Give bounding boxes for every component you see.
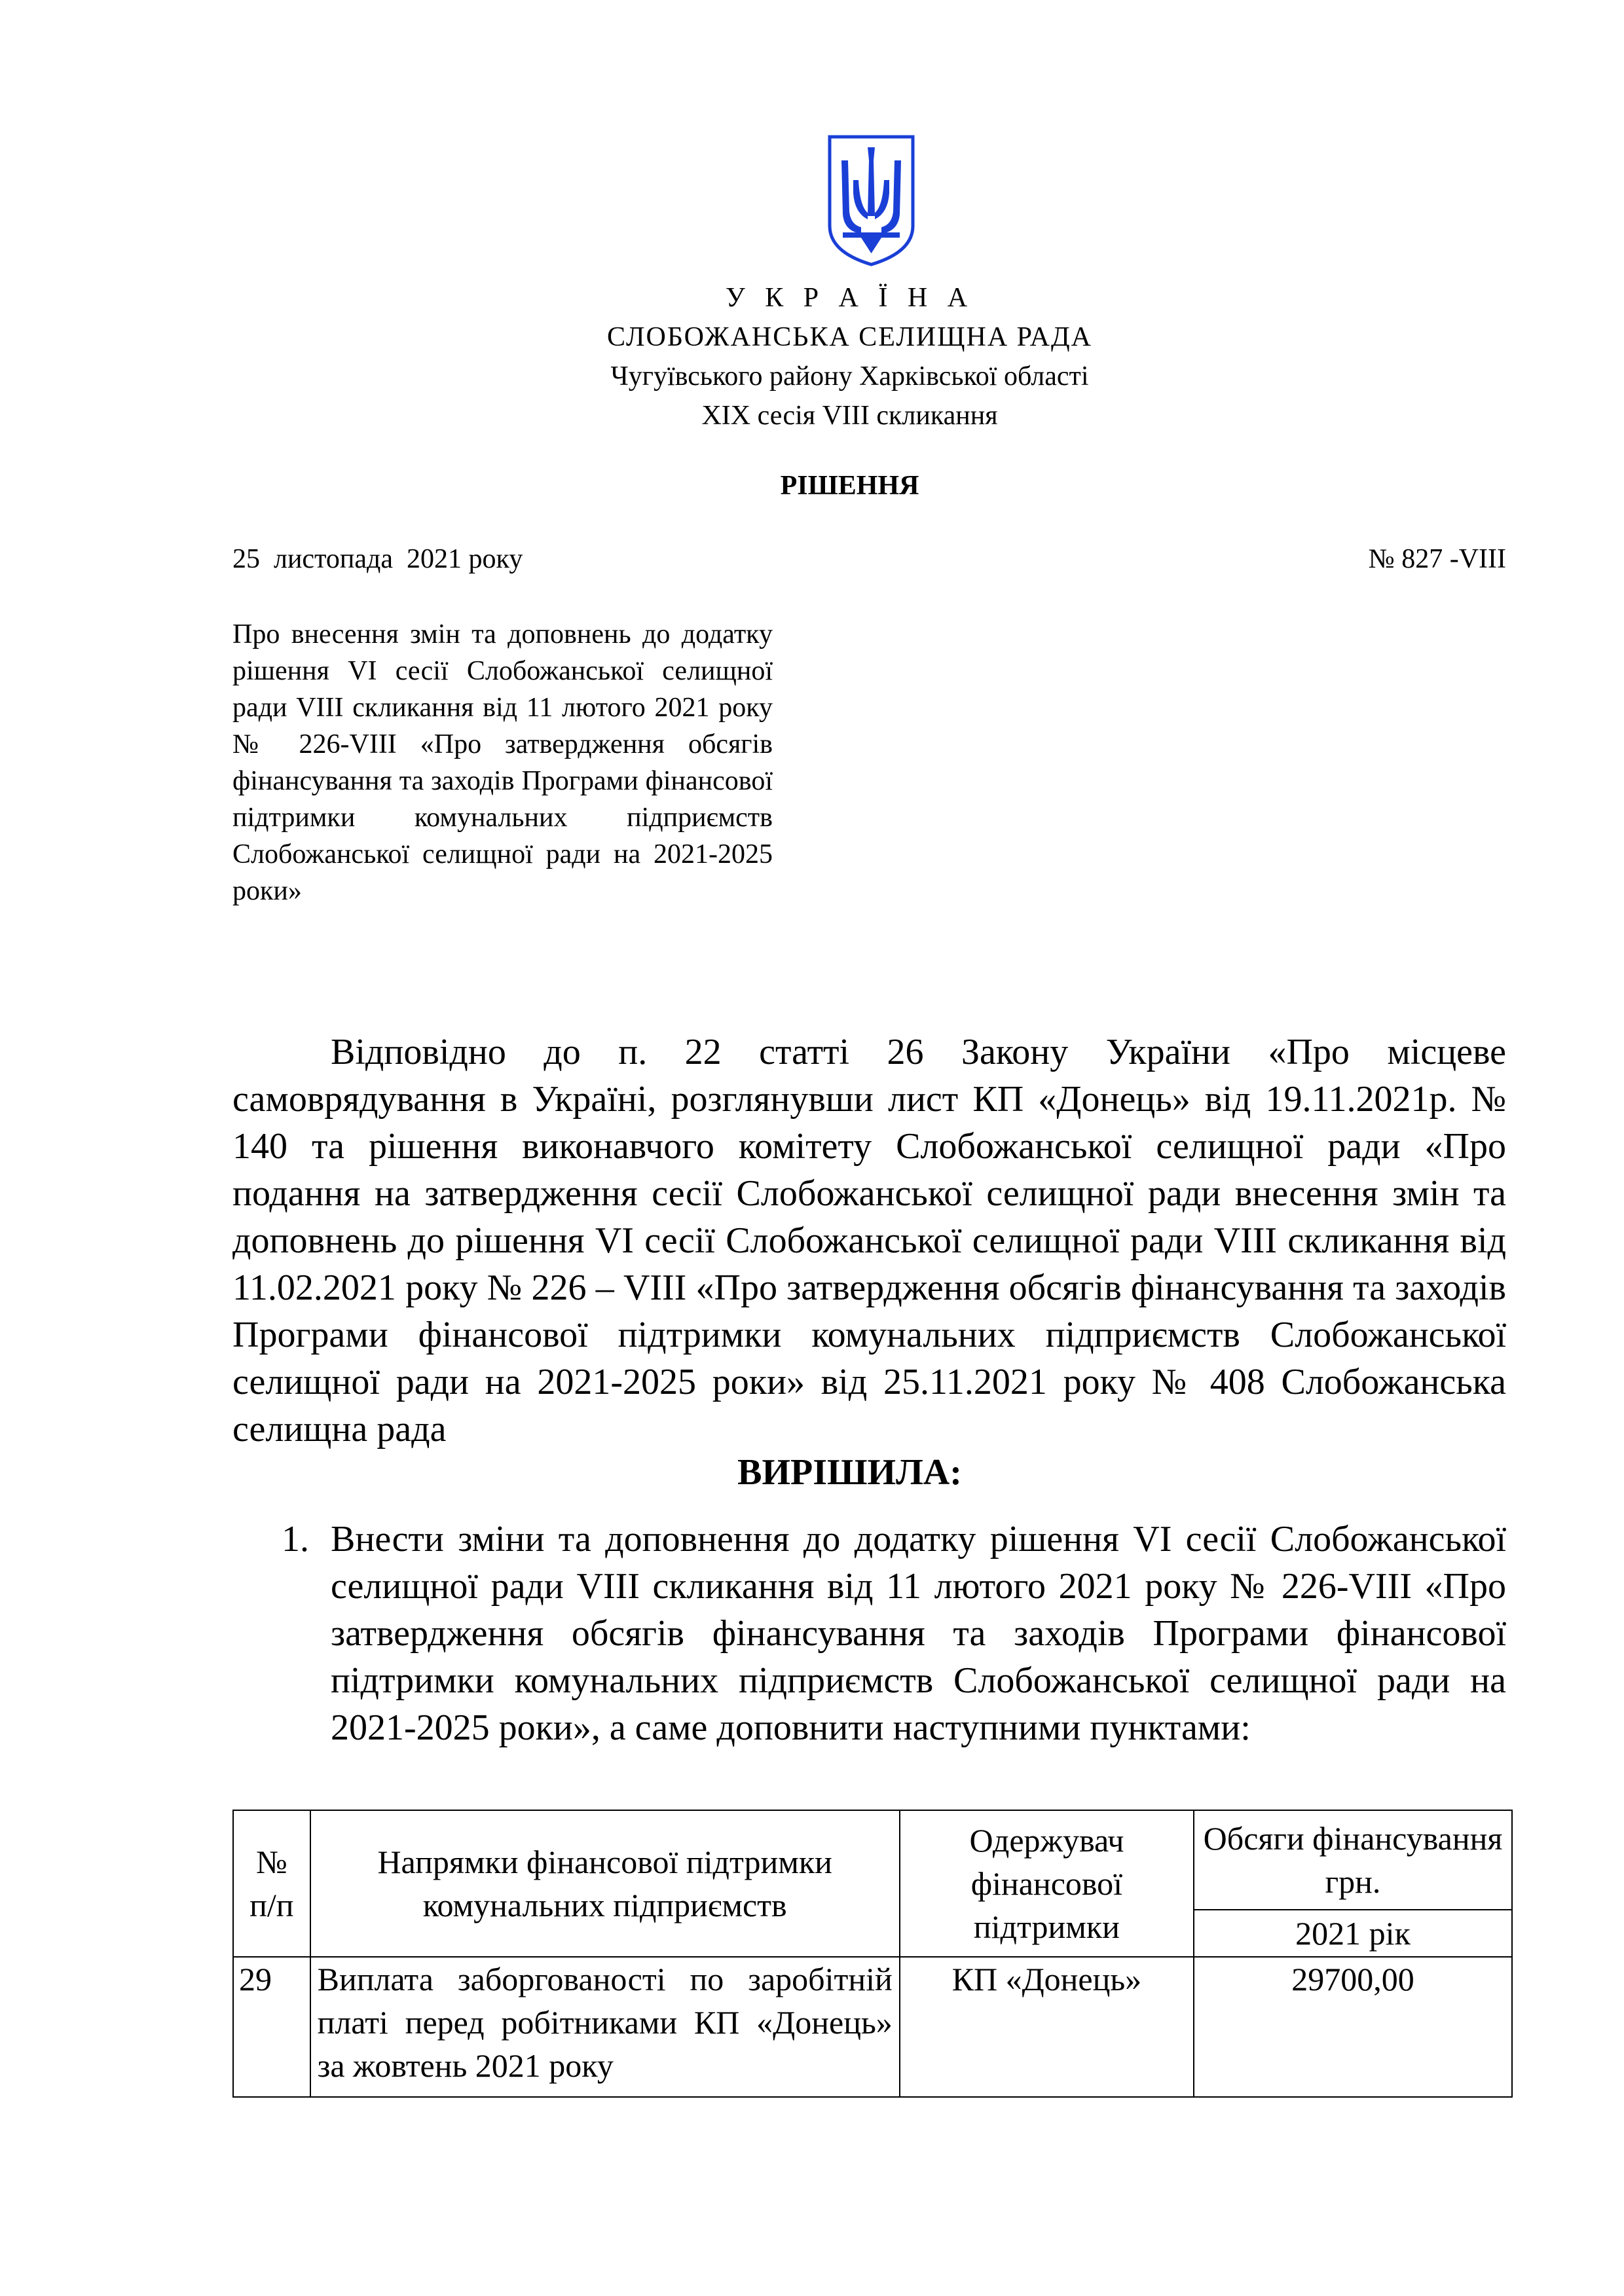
session-name: XIX сесія VIII скликання [701,401,998,431]
row-num: 29 [233,1957,310,2097]
item-text: Внести зміни та доповнення до додатку рішення VI сесії Слобожанської селищної ради VIII скликання від 11 лютого 2021 року № 226-VIII «Про затвердження обсягів фінансування та заходів Програми фінансової підтримки комунальних підприємств Слобожанської селищної ради на 2021-2025 роки», а саме доповнити наступними пунктами: [331,1519,1506,1748]
row-recipient: КП «Донець» [900,1957,1194,2097]
table-row [233,1957,1512,2097]
header-num: № п/п [233,1810,310,1957]
decision-subject: Про внесення змін та доповнень до додатку рішення VI сесії Слобожанської селищної ради VIII скликання від 11 лютого 2021 року № 226-VIII «Про затвердження обсягів фінансування та заходів Програми фінансової підтримки комунальних підприємств Слобожанської селищної ради на 2021-2025 роки» [232,619,773,906]
decision-number: № 827 -VIII [1368,544,1506,574]
resolved-heading: ВИРІШИЛА: [737,1452,962,1493]
decision-title: РІШЕННЯ [780,471,919,501]
financing-table [232,1810,1513,2098]
issuer-header [0,278,1624,435]
table-header-row [233,1810,1512,1910]
trident-coat-of-arms-icon [827,134,915,267]
row-volume: 29700,00 [1194,1957,1512,2097]
header-year: 2021 рік [1194,1910,1512,1957]
row-direction: Виплата заборгованості по заробітній платі перед робітниками КП «Донець» за жовтень 2021 року [310,1957,900,2097]
resolution-item [282,1516,1506,1751]
district-name: Чугуївського району Харківської області [610,361,1089,392]
header-volume: Обсяги фінансування грн. [1194,1810,1512,1910]
item-number: 1. [282,1519,309,1559]
decision-date: 25 листопада 2021 року [232,544,523,574]
header-direction: Напрямки фінансової підтримки комунальних підприємств [310,1810,900,1957]
header-recipient: Одержувач фінансової підтримки [900,1810,1194,1957]
council-name: СЛОБОЖАНСЬКА СЕЛИЩНА РАДА [607,322,1092,352]
preamble-paragraph: Відповідно до п. 22 статті 26 Закону України «Про місцеве самоврядування в Україні, розглянувши лист КП «Донець» від 19.11.2021р. № 140 та рішення виконавчого комітету Слобожанської селищної ради «Про подання на затвердження сесії Слобожанської селищної ради внесення змін та доповнень до рішення VI сесії Слобожанської селищної ради VIII скликання від 11.02.2021 року № 226 – VIII «Про затвердження обсягів фінансування та заходів Програми фінансової підтримки комунальних підприємств Слобожанської селищної ради на 2021-2025 роки» від 25.11.2021 року № 408 Слобожанська селищна рада [232,1032,1506,1449]
country-name: У К Р А Ї Н А [725,283,974,313]
